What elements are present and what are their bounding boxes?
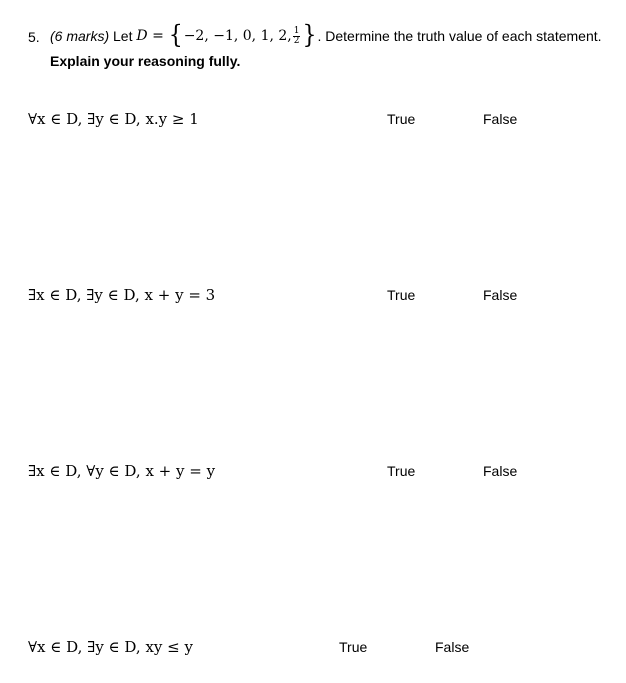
- statement-2: ∃x ∈ D, ∃y ∈ D, x + y = 3: [28, 286, 216, 304]
- set-name: D: [136, 28, 148, 44]
- question-prompt: . Determine the truth value of each statement.: [317, 28, 602, 44]
- statement-4-true-option[interactable]: True: [339, 639, 368, 655]
- question-header: [50, 21, 602, 50]
- statement-1: ∀x ∈ D, ∃y ∈ D, x.y ≥ 1: [28, 110, 199, 128]
- statement-3: ∃x ∈ D, ∀y ∈ D, x + y = y: [28, 462, 216, 480]
- statement-3-true-option[interactable]: True: [387, 463, 416, 479]
- statement-1-false-option[interactable]: False: [483, 111, 518, 127]
- statement-2-false-option[interactable]: False: [483, 287, 518, 303]
- statement-4-false-option[interactable]: False: [435, 639, 470, 655]
- fraction-denominator: 2: [293, 35, 300, 46]
- set-elements: −2, −1, 0, 1, 2,: [183, 28, 292, 44]
- fraction-numerator: 1: [293, 25, 300, 36]
- left-brace: {: [168, 21, 183, 50]
- question-number: 5.: [28, 29, 40, 45]
- statement-1-true-option[interactable]: True: [387, 111, 416, 127]
- set-equals: =: [152, 28, 164, 44]
- let-prefix: Let: [113, 28, 133, 44]
- statement-4: ∀x ∈ D, ∃y ∈ D, xy ≤ y: [28, 638, 193, 656]
- question-marks: (6 marks): [50, 28, 110, 44]
- statement-3-false-option[interactable]: False: [483, 463, 518, 479]
- right-brace: }: [302, 21, 317, 50]
- set-fraction: [293, 27, 301, 46]
- statement-2-true-option[interactable]: True: [387, 287, 416, 303]
- question-instruction: Explain your reasoning fully.: [50, 53, 241, 69]
- set-definition: [136, 26, 163, 46]
